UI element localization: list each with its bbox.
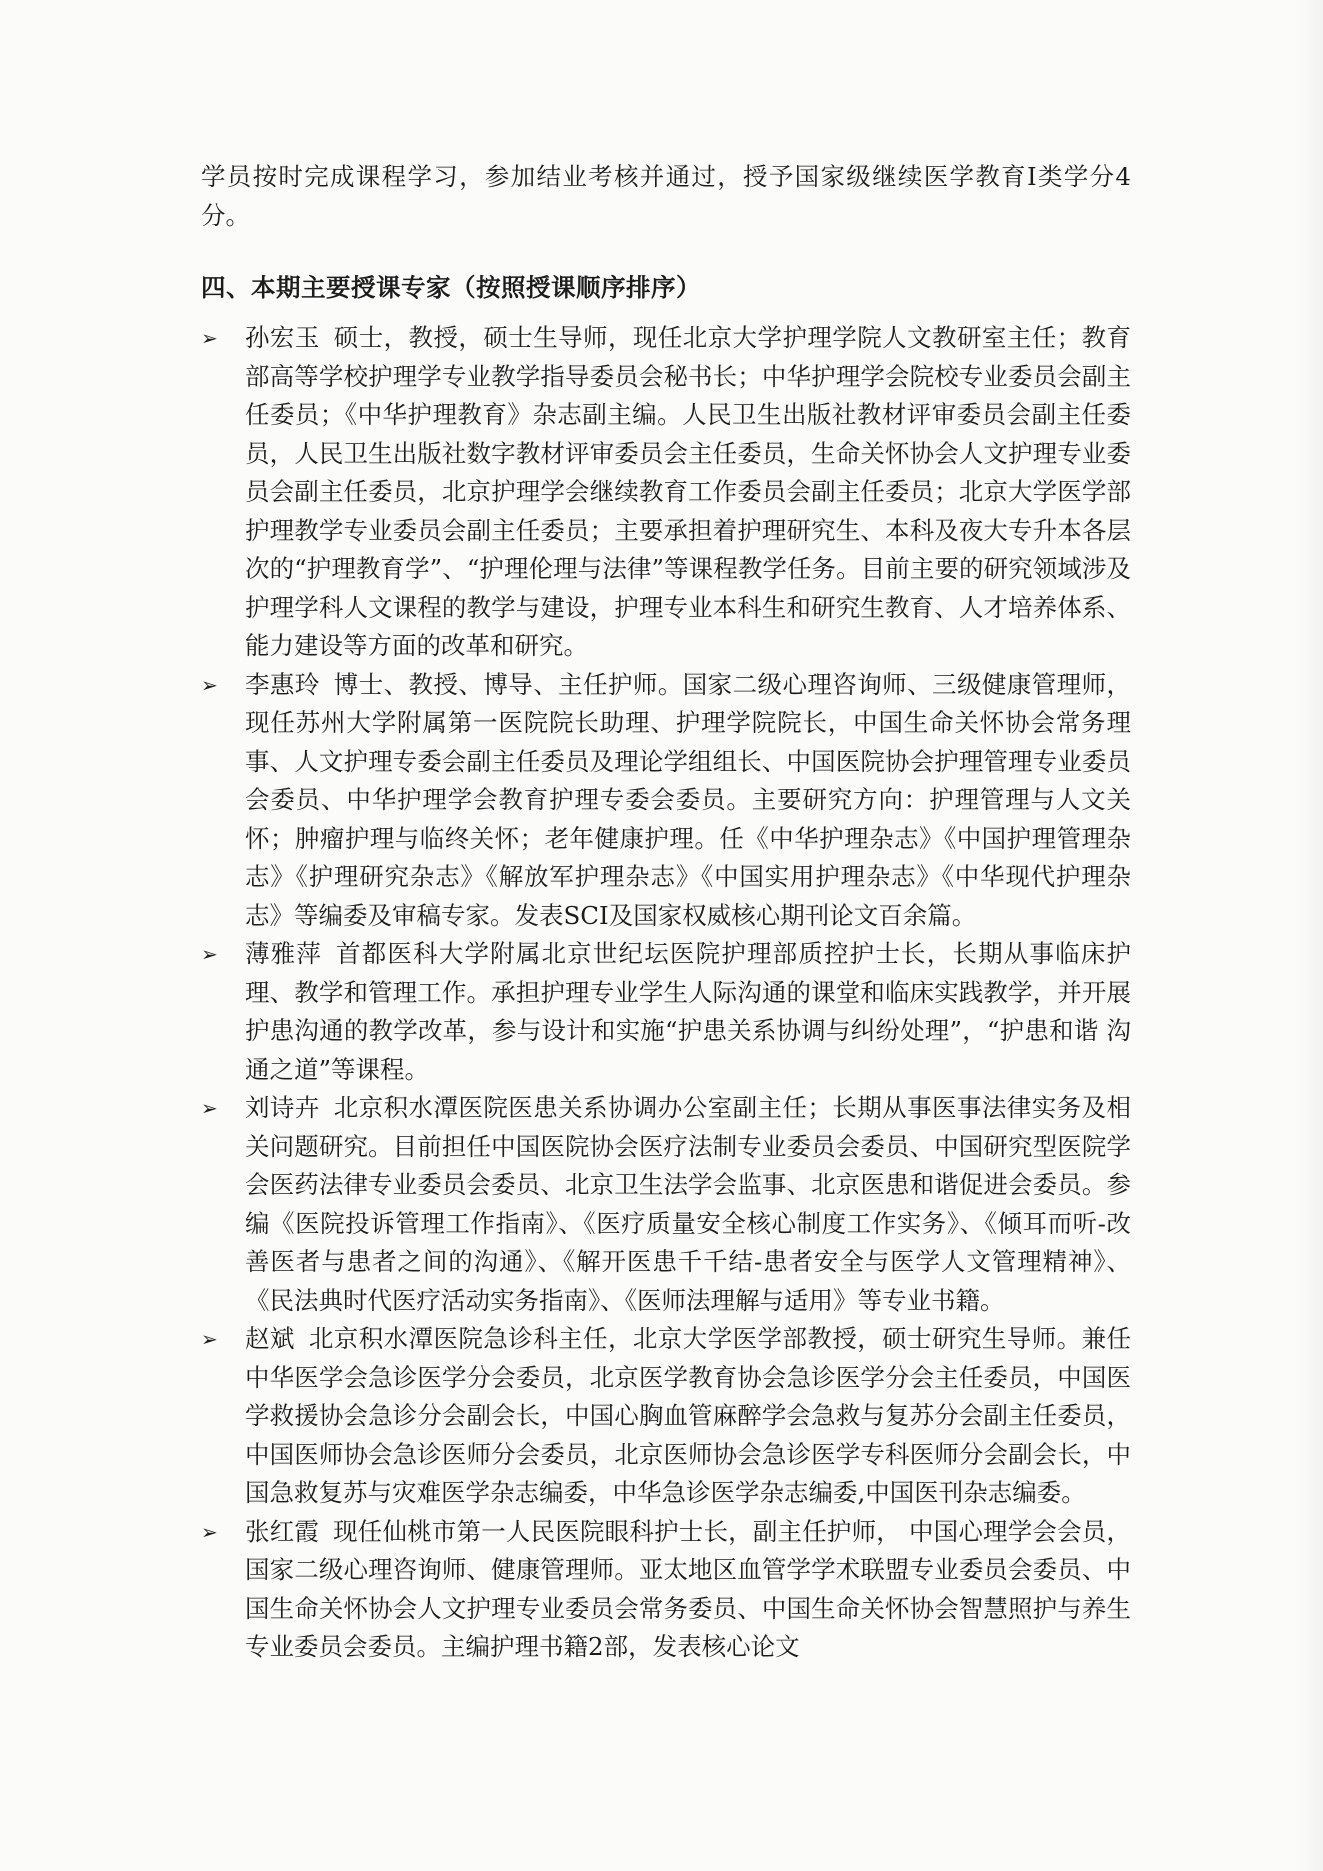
arrow-bullet-icon: ➢: [201, 942, 218, 966]
list-item: [201, 1089, 1131, 1320]
expert-name: 刘诗卉: [245, 1093, 320, 1122]
expert-list: [201, 319, 1131, 1667]
expert-name: 孙宏玉: [245, 323, 320, 352]
section-heading: 四、本期主要授课专家（按照授课顺序排序）: [201, 273, 701, 302]
list-item: [201, 1513, 1131, 1667]
arrow-bullet-icon: ➢: [201, 1096, 218, 1120]
expert-name: 薄雅萍: [245, 939, 323, 968]
expert-bio: 硕士，教授，硕士生导师，现任北京大学护理学院人文教研室主任；教育部高等学校护理学专业教学指导委员会秘书长；中华护理学会院校专业委员会副主任委员；《中华护理教育》杂志副主编。人民卫生出版社教材评审委员会副主任委员，人民卫生出版社数字教材评审委员会主任委员，生命关怀协会人文护理专业委员会副主任委员，北京护理学会继续教育工作委员会副主任委员；北京大学医学部护理教学专业委员会副主任委员；主要承担着护理研究生、本科及夜大专升本各层次的“护理教育学”、“护理伦理与法律”等课程教学任务。目前主要的研究领域涉及护理学科人文课程的教学与建设，护理专业本科生和研究生教育、人才培养体系、能力建设等方面的改革和研究。: [245, 323, 1131, 660]
document-body: [201, 158, 1131, 1667]
expert-name: 张红霞: [245, 1516, 320, 1546]
expert-name: 李惠玲: [245, 669, 320, 699]
arrow-bullet-icon: ➢: [201, 672, 218, 697]
expert-bio: 现任仙桃市第一人民医院眼科护士长，副主任护师， 中国心理学会会员，国家二级心理咨询师、健康管理师。亚太地区血管学学术联盟专业委员会委员、中国生命关怀协会人文护理专业委员会常务委员、中国生命关怀协会智慧照护与养生专业委员会委员。主编护理书籍2部，发表核心论文: [245, 1516, 1131, 1661]
expert-name: 赵斌: [245, 1324, 295, 1353]
scan-shadow-edge: [1297, 0, 1323, 1871]
arrow-bullet-icon: ➢: [201, 326, 218, 350]
arrow-bullet-icon: ➢: [201, 1327, 218, 1351]
expert-bio: 北京积水潭医院医患关系协调办公室副主任；长期从事医事法律实务及相关问题研究。目前担任中国医院协会医疗法制专业委员会委员、中国研究型医院学会医药法律专业委员会委员、北京卫生法学会监事、北京医患和谐促进会委员。参编《医院投诉管理工作指南》、《医疗质量安全核心制度工作实务》、《倾耳而听-改善医者与患者之间的沟通》、《解开医患千千结-患者安全与医学人文管理精神》、《民法典时代医疗活动实务指南》、《医师法理解与适用》等专业书籍。: [245, 1093, 1131, 1315]
arrow-bullet-icon: ➢: [201, 1519, 218, 1544]
list-item: [201, 666, 1131, 936]
intro-paragraph: 学员按时完成课程学习，参加结业考核并通过，授予国家级继续医学教育Ⅰ类学分4分。: [201, 162, 1131, 230]
expert-bio: 北京积水潭医院急诊科主任，北京大学医学部教授，硕士研究生导师。兼任中华医学会急诊医学分会委员，北京医学教育协会急诊医学分会主任委员，中国医学救援协会急诊分会副会长，中国心胸血管麻醉学会急救与复苏分会副主任委员，中国医师协会急诊医师分会委员，北京医师协会急诊医学专科医师分会副会长，中国急救复苏与灾难医学杂志编委，中华急诊医学杂志编委,中国医刊杂志编委。: [245, 1324, 1132, 1507]
list-item: [201, 935, 1131, 1089]
list-item: [201, 319, 1131, 666]
expert-bio: 首都医科大学附属北京世纪坛医院护理部质控护士长，长期从事临床护理、教学和管理工作。承担护理专业学生人际沟通的课堂和临床实践教学，并开展护患沟通的教学改革，参与设计和实施“护患关系协调与纠纷处理”，“护患和谐 沟通之道”等课程。: [245, 939, 1131, 1084]
expert-bio: 博士、教授、博导、主任护师。国家二级心理咨询师、三级健康管理师，现任苏州大学附属第一医院院长助理、护理学院院长，中国生命关怀协会常务理事、人文护理专委会副主任委员及理论学组组长、中国医院协会护理管理专业委员会委员、中华护理学会教育护理专委会委员。主要研究方向：护理管理与人文关怀；肿瘤护理与临终关怀；老年健康护理。任《中华护理杂志》《中国护理管理杂志》《护理研究杂志》《解放军护理杂志》《中国实用护理杂志》《中华现代护理杂志》等编委及审稿专家。发表SCI及国家权威核心期刊论文百余篇。: [245, 669, 1131, 930]
list-item: [201, 1320, 1131, 1513]
